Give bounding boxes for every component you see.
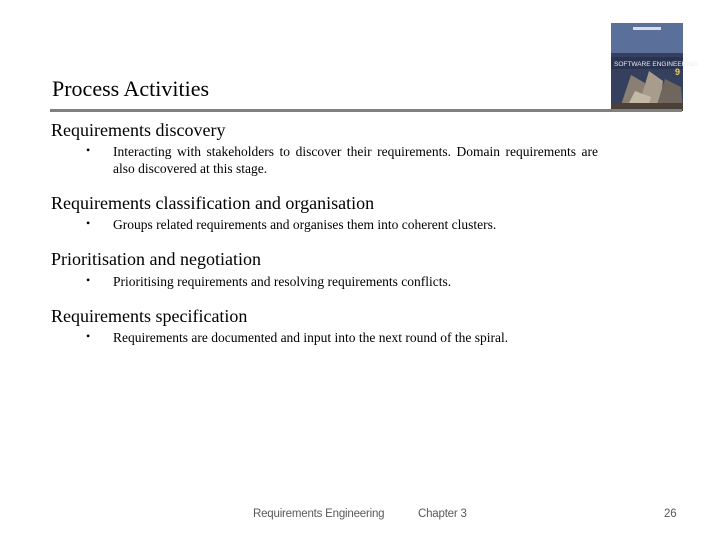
bullet-marker: • — [86, 329, 91, 343]
section-heading: Requirements discovery — [51, 120, 226, 140]
cover-brand-text: SOFTWARE ENGINEERING — [614, 61, 698, 68]
bullet-marker: • — [86, 143, 91, 157]
bullet-text: Groups related requirements and organises them into coherent clusters. — [113, 217, 497, 232]
bullet-marker: • — [86, 273, 91, 287]
bullet-marker: • — [86, 216, 91, 230]
cover-edition-text: 9 — [675, 67, 681, 77]
title-divider — [50, 109, 682, 112]
footer-chapter: Chapter 3 — [418, 508, 467, 520]
bullet-text: Requirements are documented and input into the next round of the spiral. — [113, 330, 509, 345]
footer-section-title: Requirements Engineering — [253, 508, 385, 520]
bullet-text: Interacting with stakeholders to discover their requirements. Domain requirements are also discovered at this stage. — [113, 144, 598, 176]
bullet-text: Prioritising requirements and resolving requirements conflicts. — [113, 274, 452, 289]
book-cover-icon — [611, 23, 698, 111]
book-cover-image — [611, 23, 698, 111]
slide-title: Process Activities — [52, 76, 210, 101]
section-heading: Prioritisation and negotiation — [51, 249, 261, 269]
section-heading: Requirements specification — [51, 306, 248, 326]
section-heading: Requirements classification and organisation — [51, 193, 375, 213]
page-number: 26 — [664, 508, 677, 520]
